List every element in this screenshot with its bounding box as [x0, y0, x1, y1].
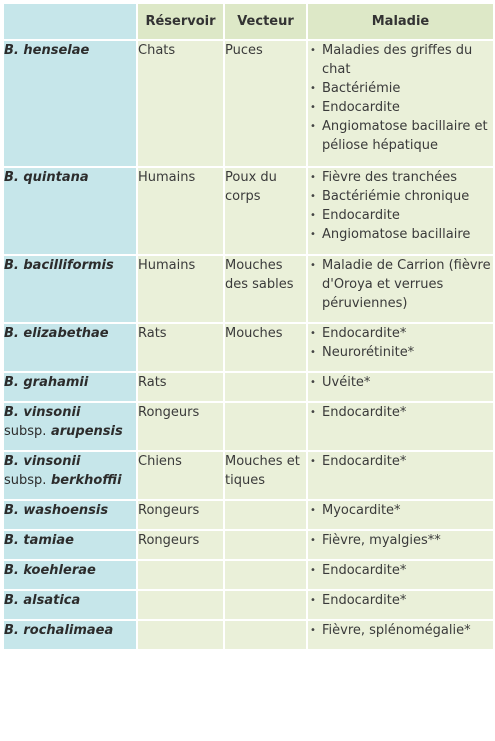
disease-item: • Uvéite*	[308, 373, 493, 392]
table-row	[3, 323, 494, 372]
species-name: B. quintana	[4, 170, 89, 185]
subspecies-prefix: subsp.	[4, 473, 47, 488]
vector-cell: Puces	[224, 40, 307, 167]
species-cell	[3, 372, 137, 402]
disease-item: • Endocardite	[308, 206, 493, 225]
species-name: B. washoensis	[4, 503, 109, 518]
disease-item: • Endocardite*	[308, 403, 493, 422]
reservoir-cell	[137, 590, 224, 620]
species-cell	[3, 40, 137, 167]
reservoir-cell: Rongeurs	[137, 402, 224, 451]
table-row	[3, 167, 494, 255]
table-row	[3, 402, 494, 451]
subspecies-name: arupensis	[50, 424, 123, 439]
reservoir-cell: Rats	[137, 372, 224, 402]
disease-item: • Angiomatose bacillaire	[308, 225, 493, 244]
disease-item: • Fièvre, myalgies**	[308, 531, 493, 550]
species-cell	[3, 590, 137, 620]
species-cell	[3, 620, 137, 650]
table-body	[3, 40, 494, 650]
disease-cell	[307, 500, 494, 530]
header-disease: Maladie	[307, 3, 494, 40]
reservoir-cell: Chiens	[137, 451, 224, 500]
disease-item: • Neurorétinite*	[308, 343, 493, 362]
disease-item: • Fièvre des tranchées	[308, 168, 493, 187]
disease-list	[308, 591, 493, 610]
species-name: B. henselae	[4, 43, 90, 58]
table-row	[3, 40, 494, 167]
vector-cell	[224, 620, 307, 650]
reservoir-cell	[137, 620, 224, 650]
species-cell	[3, 255, 137, 323]
vector-cell	[224, 500, 307, 530]
table-row	[3, 372, 494, 402]
disease-cell	[307, 372, 494, 402]
species-name: B. rochalimaea	[4, 623, 114, 638]
disease-item: • Bactériémie chronique	[308, 187, 493, 206]
subspecies-name: berkhoffii	[50, 473, 122, 488]
reservoir-cell: Rats	[137, 323, 224, 372]
disease-item: • Angiomatose bacillaire et péliose hépatique	[308, 117, 493, 155]
species-name: B. vinsonii	[4, 454, 81, 469]
reservoir-cell: Chats	[137, 40, 224, 167]
table-row	[3, 451, 494, 500]
disease-item: • Endocardite*	[308, 324, 493, 343]
vector-cell	[224, 402, 307, 451]
disease-cell	[307, 402, 494, 451]
species-name: B. elizabethae	[4, 326, 109, 341]
disease-item: • Myocardite*	[308, 501, 493, 520]
disease-list	[308, 561, 493, 580]
vector-cell: Mouches des sables	[224, 255, 307, 323]
subspecies-prefix: subsp.	[4, 424, 47, 439]
bartonella-table	[2, 2, 495, 651]
disease-list	[308, 256, 493, 313]
header-species	[3, 3, 137, 40]
disease-list	[308, 621, 493, 640]
reservoir-cell: Humains	[137, 255, 224, 323]
species-name: B. grahamii	[4, 375, 89, 390]
species-cell	[3, 500, 137, 530]
vector-cell: Mouches	[224, 323, 307, 372]
disease-cell	[307, 40, 494, 167]
disease-list	[308, 41, 493, 155]
disease-list	[308, 501, 493, 520]
table-row	[3, 500, 494, 530]
disease-cell	[307, 451, 494, 500]
disease-cell	[307, 530, 494, 560]
disease-list	[308, 324, 493, 362]
disease-list	[308, 403, 493, 422]
species-name: B. vinsonii	[4, 405, 81, 420]
vector-cell: Mouches et tiques	[224, 451, 307, 500]
species-name: B. bacilliformis	[4, 258, 114, 273]
disease-item: • Endocardite*	[308, 561, 493, 580]
vector-cell	[224, 372, 307, 402]
disease-item: • Maladie de Carrion (fièvre d'Oroya et verrues péruviennes)	[308, 256, 493, 313]
reservoir-cell: Rongeurs	[137, 530, 224, 560]
disease-cell	[307, 590, 494, 620]
vector-cell	[224, 560, 307, 590]
species-name: B. alsatica	[4, 593, 81, 608]
disease-cell	[307, 323, 494, 372]
disease-item: • Endocardite	[308, 98, 493, 117]
species-name: B. tamiae	[4, 533, 74, 548]
disease-list	[308, 452, 493, 471]
disease-item: • Fièvre, splénomégalie*	[308, 621, 493, 640]
reservoir-cell: Humains	[137, 167, 224, 255]
species-cell	[3, 560, 137, 590]
table-row	[3, 560, 494, 590]
disease-list	[308, 531, 493, 550]
disease-cell	[307, 255, 494, 323]
table-row	[3, 620, 494, 650]
disease-cell	[307, 620, 494, 650]
header-reservoir: Réservoir	[137, 3, 224, 40]
disease-item: • Endocardite*	[308, 452, 493, 471]
vector-cell	[224, 530, 307, 560]
vector-cell: Poux du corps	[224, 167, 307, 255]
species-cell	[3, 402, 137, 451]
table-row	[3, 590, 494, 620]
reservoir-cell	[137, 560, 224, 590]
disease-cell	[307, 167, 494, 255]
species-cell	[3, 451, 137, 500]
disease-item: • Endocardite*	[308, 591, 493, 610]
species-name: B. koehlerae	[4, 563, 96, 578]
header-row	[3, 3, 494, 40]
species-cell	[3, 530, 137, 560]
table-row	[3, 255, 494, 323]
disease-item: • Maladies des griffes du chat	[308, 41, 493, 79]
vector-cell	[224, 590, 307, 620]
disease-list	[308, 168, 493, 244]
disease-cell	[307, 560, 494, 590]
reservoir-cell: Rongeurs	[137, 500, 224, 530]
species-cell	[3, 167, 137, 255]
species-cell	[3, 323, 137, 372]
disease-list	[308, 373, 493, 392]
table-row	[3, 530, 494, 560]
header-vector: Vecteur	[224, 3, 307, 40]
disease-item: • Bactériémie	[308, 79, 493, 98]
